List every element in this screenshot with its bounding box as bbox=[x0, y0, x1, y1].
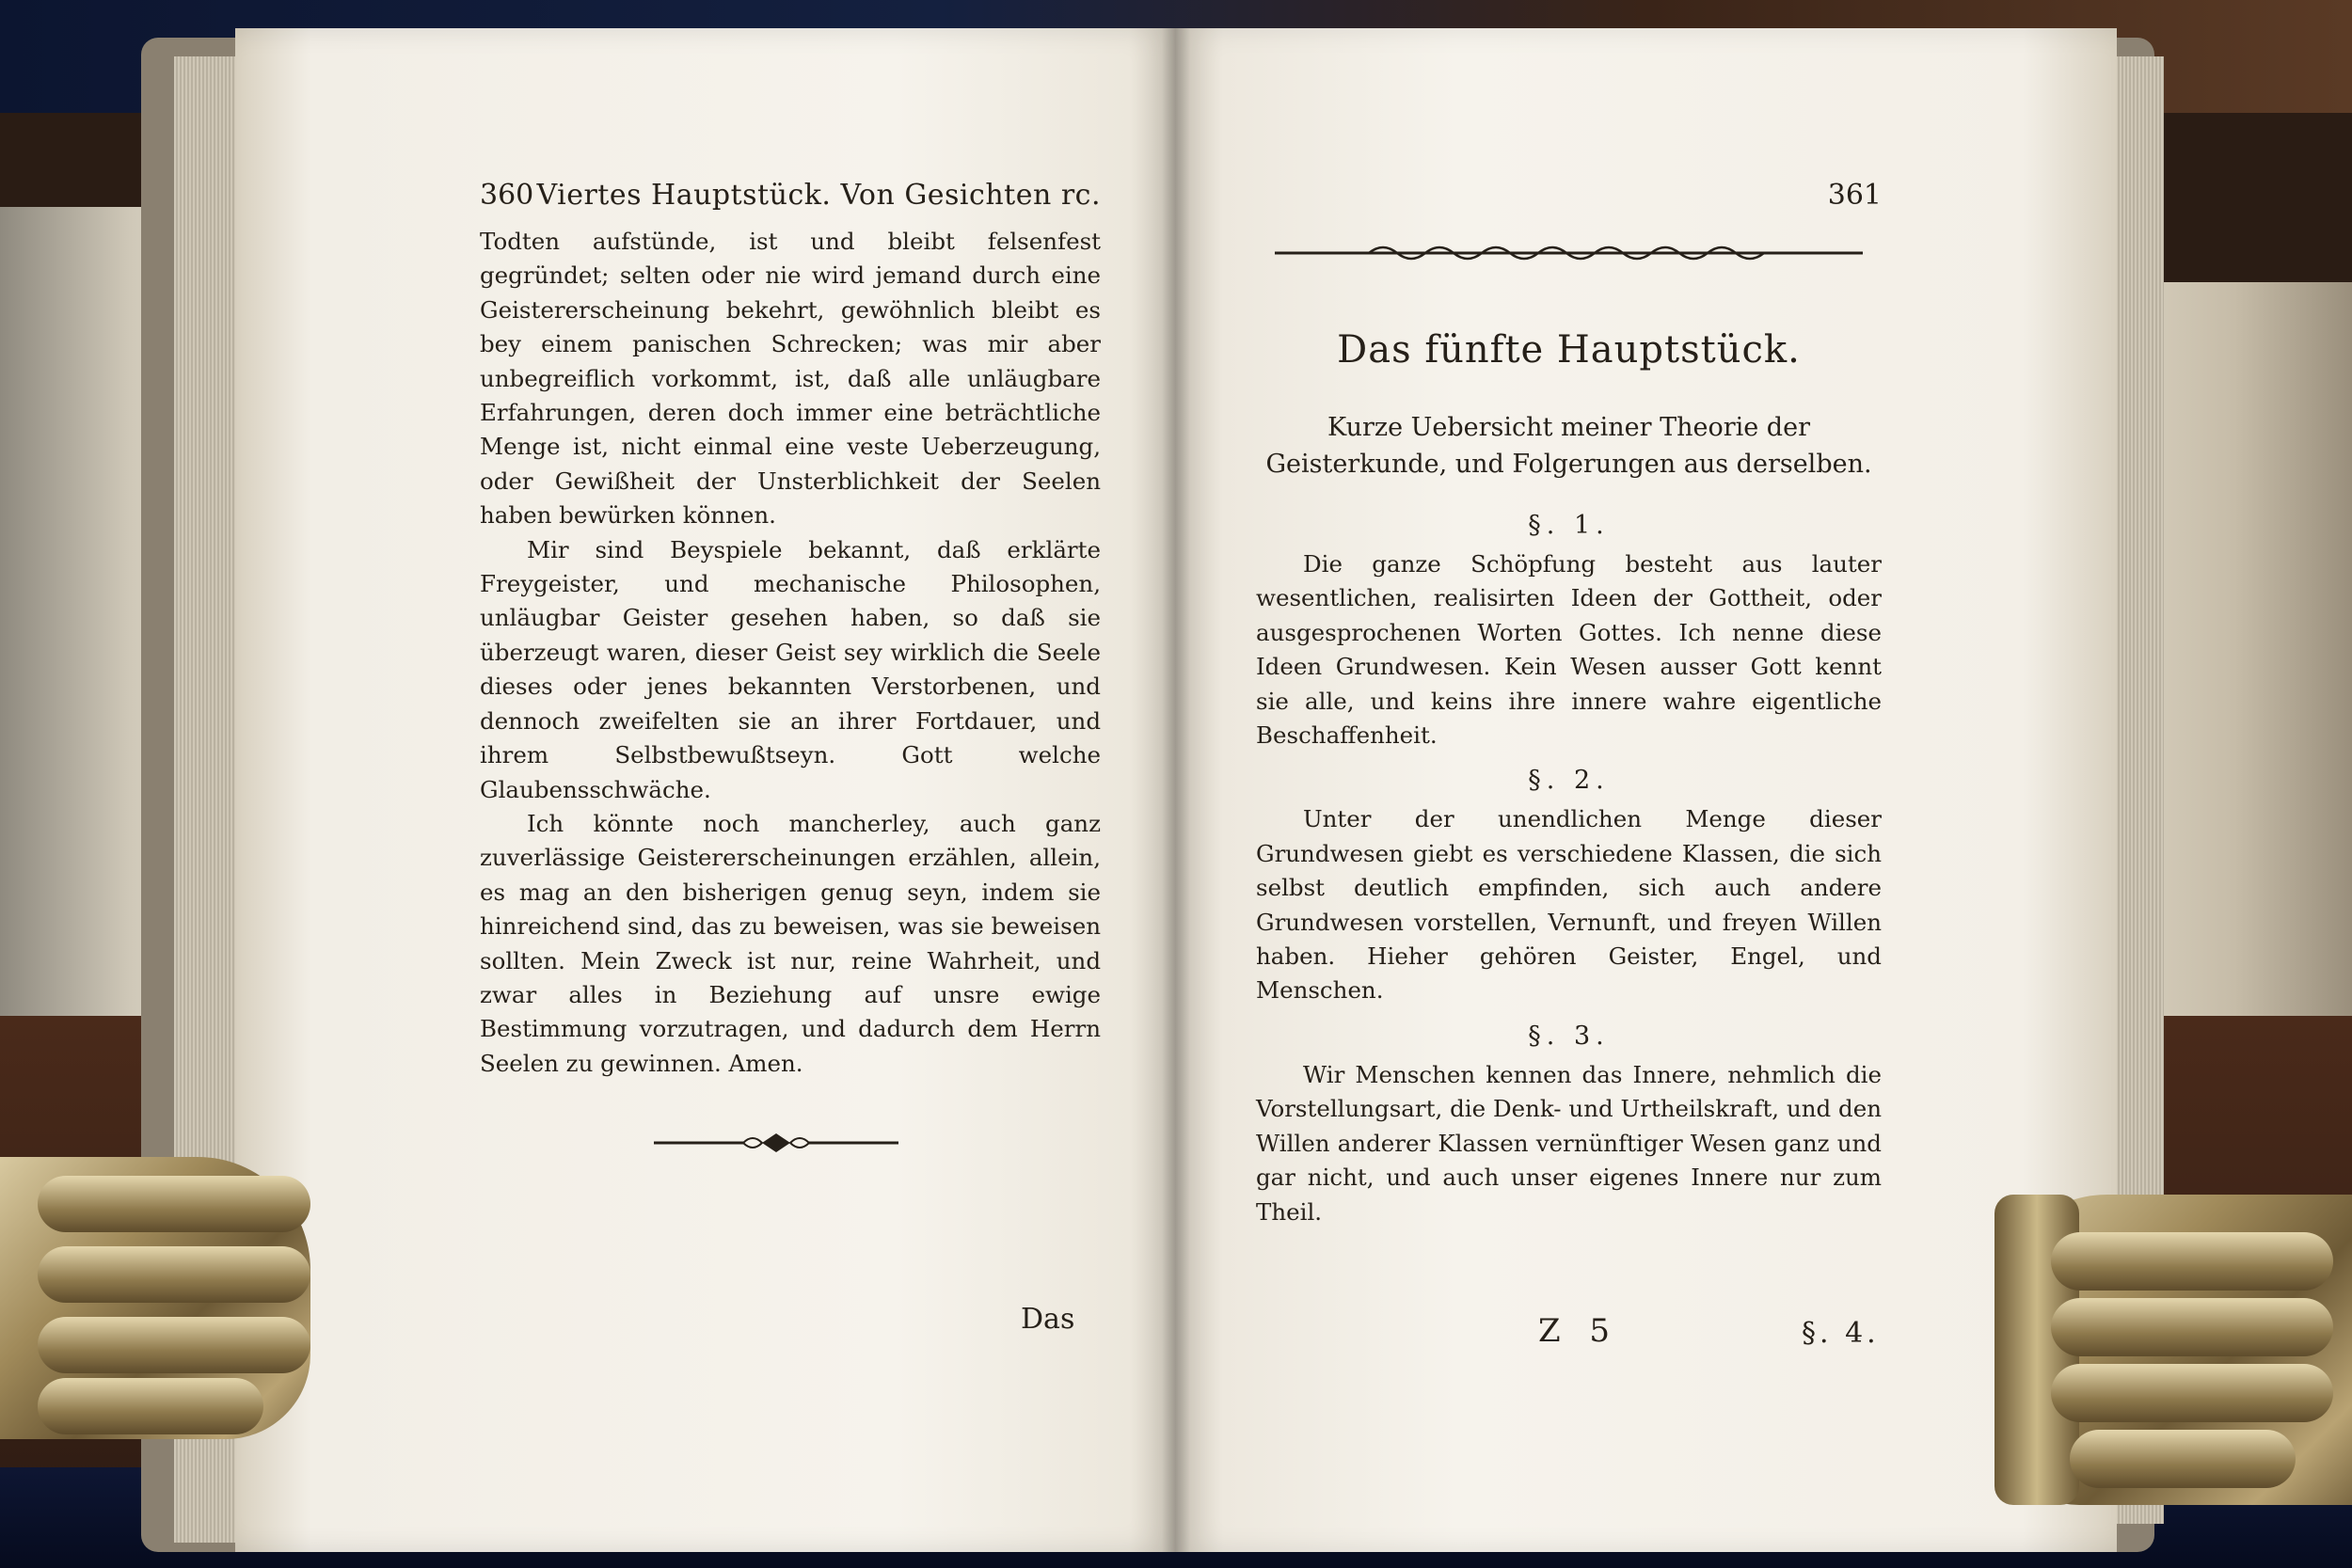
finger bbox=[2051, 1232, 2333, 1291]
chapter-title: Das fünfte Hauptstück. bbox=[1337, 328, 1801, 372]
finger bbox=[38, 1246, 310, 1303]
section-text: Die ganze Schöpfung besteht aus lauter wesentlichen, realisirten Ideen der Gottheit, oder ausgesprochenen Worten Gottes. Ich nenne diese Ideen Grundwesen. Kein Wesen ausser Gott kennt sie alle, und keins ihre innere wahre eigentliche Beschaffenheit. bbox=[1256, 550, 1882, 750]
header-ornament-rule bbox=[1256, 234, 1882, 272]
right-page-header bbox=[1256, 179, 1882, 212]
finger bbox=[38, 1176, 310, 1232]
ornament-rule-icon bbox=[1256, 234, 1882, 272]
left-page-header bbox=[480, 179, 1101, 212]
page-number-left: 360 bbox=[480, 179, 534, 212]
finger bbox=[2051, 1298, 2333, 1356]
page-number-right: 361 bbox=[1827, 179, 1882, 212]
finger bbox=[2051, 1364, 2333, 1422]
paragraph: Mir sind Beyspiele bekannt, daß erklärte Freygeister, und mechanische Philosophen, unläugbar Geister gesehen haben, so daß sie überzeugt waren, dieser Geist sey wirklich die Seele dieses oder jenes bekannten Verstorbenen, und dennoch zweifelten sie an ihrer Fortdauer, und ihrem Selbstbewußtseyn. Gott welche Glaubensschwäche. bbox=[480, 535, 1101, 803]
chapter-subtitle: Kurze Uebersicht meiner Theorie der Geisterkunde, und Folgerungen aus derselben. bbox=[1265, 413, 1872, 479]
paragraph: Ich könnte noch mancherley, auch ganz zuverlässige Geistererscheinungen erzählen, allein, es mag an den bisherigen genug seyn, indem sie hinreichend sind, das zu beweisen, was sie beweisen sollten. Mein Zweck ist nur, reine Wahrheit, und zwar alles in Beziehung auf unsre ewige Bestimmung vorzutragen, und dadurch dem Herrn Seelen zu gewinnen. Amen. bbox=[480, 809, 1101, 1077]
finger bbox=[38, 1378, 263, 1434]
section-text: Unter der unendlichen Menge dieser Grundwesen giebt es verschiedene Klassen, die sich selbst deutlich empfinden, sich auch andere Grundwesen vorstellen, Vernunft, und freyen Willen haben. Hieher gehören Geister, Engel, und Menschen. bbox=[1256, 805, 1882, 1005]
signature-mark: Z 5 bbox=[1538, 1312, 1620, 1350]
paragraph: Todten aufstünde, ist und bleibt felsenfest gegründet; selten oder nie wird jemand durch eine Geistererscheinung bekehrt, gewöhnlich bleibt es bey einem panischen Schrecken; was mir aber unbegreiflich vorkommt, ist, daß alle unläugbare Erfahrungen, deren doch immer eine beträchtliche Menge ist, nicht einmal eine veste Ueberzeugung, oder Gewißheit der Unsterblichkeit der Seelen haben bewürken können. bbox=[480, 228, 1101, 530]
section-mark: §. 3. bbox=[1528, 1021, 1610, 1051]
end-ornament-icon bbox=[654, 1129, 898, 1157]
catchword-right: §. 4. bbox=[1802, 1317, 1880, 1350]
finger bbox=[2070, 1430, 2296, 1488]
running-title: Viertes Hauptstück. Von Gesichten rc. bbox=[536, 179, 1101, 212]
left-page-text bbox=[480, 179, 1101, 1081]
section-mark: §. 1. bbox=[1528, 511, 1610, 540]
right-page-text bbox=[1256, 179, 1882, 1229]
section-text: Wir Menschen kennen das Innere, nehmlich die Vorstellungsart, die Denk- und Urtheilskraft, und den Willen anderer Klassen vernünftiger Wesen ganz und gar nicht, und auch unser eigenes Innere nur zum Theil. bbox=[1256, 1060, 1882, 1226]
catchword-left: Das bbox=[1021, 1303, 1075, 1336]
section-mark: §. 2. bbox=[1528, 766, 1610, 796]
finger bbox=[38, 1317, 310, 1373]
brass-hand-left bbox=[0, 1157, 310, 1439]
book-gutter bbox=[1162, 28, 1190, 1552]
brass-hand-right bbox=[1994, 1195, 2352, 1505]
